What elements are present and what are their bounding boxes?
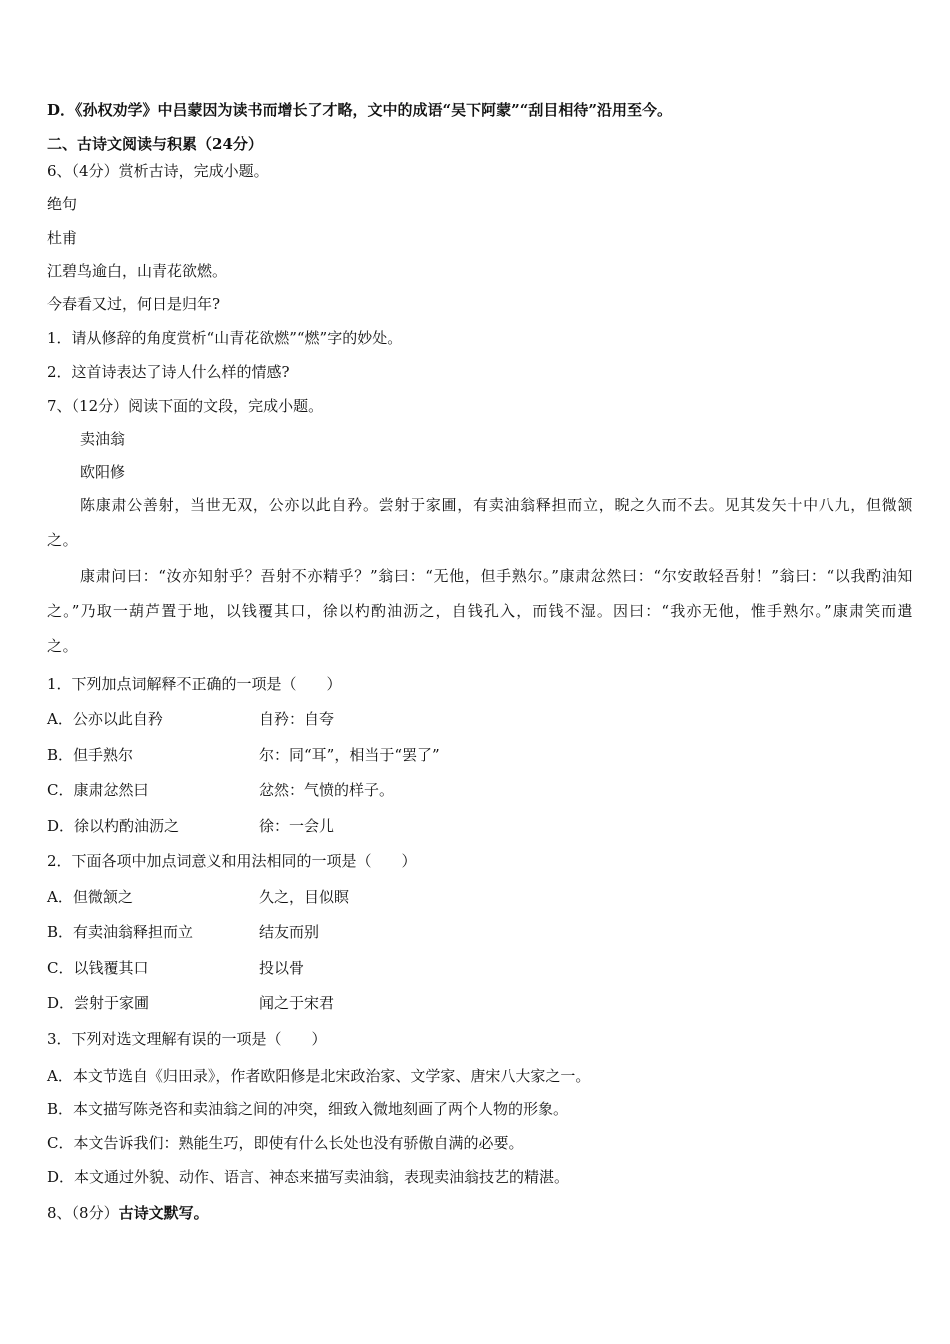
q7-subquestion-2-stem: 2．下面各项中加点词意义和用法相同的一项是（ ） xyxy=(47,852,417,870)
q7-subquestion-1-stem: 1．下列加点词解释不正确的一项是（ ） xyxy=(47,675,342,693)
q7-s2-option-b-compare: 结友而别 xyxy=(259,923,320,941)
q7-s1-option-d-meaning: 徐：一会儿 xyxy=(259,817,335,835)
q7-s1-option-c-meaning: 忿然：气愤的样子。 xyxy=(259,781,395,799)
poet-name: 杜甫 xyxy=(47,229,78,247)
q7-s2-option-c-compare: 投以骨 xyxy=(259,959,305,977)
q7-s1-option-b-meaning: 尔：同“耳”，相当于“罢了” xyxy=(259,746,440,764)
q7-s3-option-c: C．本文告诉我们：熟能生巧，即使有什么长处也没有骄傲自满的必要。 xyxy=(47,1134,524,1152)
q7-subquestion-3-stem: 3．下列对选文理解有误的一项是（ ） xyxy=(47,1030,327,1048)
question-8-title: 古诗文默写。 xyxy=(118,1204,209,1222)
section-heading: 二、古诗文阅读与积累（24分） xyxy=(47,135,263,153)
q7-s1-option-b: B．但手熟尔 xyxy=(47,746,134,764)
q7-s2-option-d: D．尝射于家圃 xyxy=(47,994,150,1012)
passage-paragraph-1: 陈康肃公善射，当世无双，公亦以此自矜。尝射于家圃，有卖油翁释担而立，睨之久而不去。见其发矢十中八九，但微颔之。 xyxy=(47,496,913,549)
question-8-header xyxy=(47,1203,209,1223)
q6-subquestion-1: 1．请从修辞的角度赏析“山青花欲燃”“燃”字的妙处。 xyxy=(47,329,403,347)
poem-line-1: 江碧鸟逾白，山青花欲燃。 xyxy=(47,262,228,280)
q7-s2-option-c: C．以钱覆其口 xyxy=(47,959,149,977)
passage-author: 欧阳修 xyxy=(80,463,126,481)
q7-s3-option-a: A．本文节选自《归田录》，作者欧阳修是北宋政治家、文学家、唐宋八大家之一。 xyxy=(47,1067,591,1085)
q7-s2-option-a: A．但微颔之 xyxy=(47,888,133,906)
q7-s1-option-a: A．公亦以此自矜 xyxy=(47,710,163,728)
q7-s3-option-b: B．本文描写陈尧咨和卖油翁之间的冲突，细致入微地刻画了两个人物的形象。 xyxy=(47,1100,569,1118)
q7-s1-option-d: D．徐以杓酌油沥之 xyxy=(47,817,180,835)
question-8-score: 8、（8分） xyxy=(47,1204,119,1222)
q7-s3-option-d: D．本文通过外貌、动作、语言、神态来描写卖油翁，表现卖油翁技艺的精湛。 xyxy=(47,1168,570,1186)
question-7-header: 7、（12分）阅读下面的文段，完成小题。 xyxy=(47,397,324,415)
q7-s2-option-d-compare: 闻之于宋君 xyxy=(259,994,335,1012)
passage-title: 卖油翁 xyxy=(80,430,126,448)
poem-title: 绝句 xyxy=(47,195,78,213)
q7-s2-option-b: B．有卖油翁释担而立 xyxy=(47,923,194,941)
question-6-header: 6、（4分）赏析古诗，完成小题。 xyxy=(47,162,269,180)
q6-subquestion-2: 2．这首诗表达了诗人什么样的情感? xyxy=(47,363,290,381)
poem-line-2: 今春看又过，何日是归年? xyxy=(47,295,221,313)
q7-s1-option-a-meaning: 自矜：自夸 xyxy=(259,710,335,728)
q7-s1-option-c: C．康肃忿然曰 xyxy=(47,781,149,799)
q7-s2-option-a-compare: 久之，目似瞑 xyxy=(259,888,350,906)
passage-paragraph-2: 康肃问曰：“汝亦知射乎？吾射不亦精乎？”翁曰：“无他，但手熟尔。”康肃忿然曰：“尔安敢轻吾射！”翁曰：“以我酌油知之。”乃取一葫芦置于地，以钱覆其口，徐以杓酌油沥之，自钱孔入，而钱不湿。因曰：“我亦无他，惟手熟尔。”康肃笑而遣之。 xyxy=(47,567,913,655)
option-d-statement: D．《孙权劝学》中吕蒙因为读书而增长了才略，文中的成语“吴下阿蒙”“刮目相待”沿用至今。 xyxy=(47,101,673,119)
